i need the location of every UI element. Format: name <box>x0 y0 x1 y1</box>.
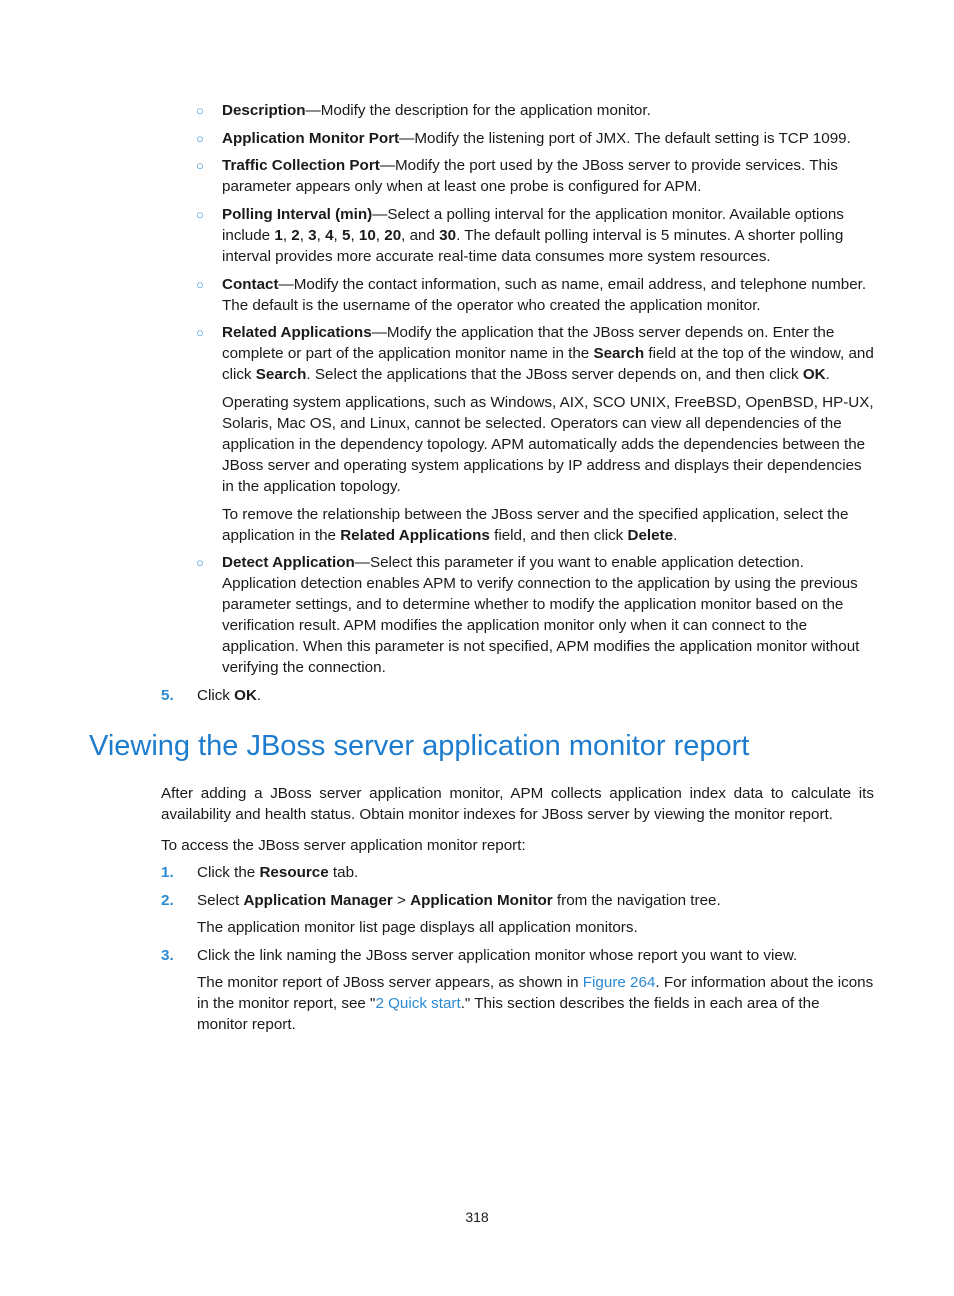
option-detect-application: Detect Application—Select this parameter if you want to enable application detection. Application detection enables APM to verify connection to the application by using the previous parameter settings, and to determine whether to modify the application monitor based on the verification result. APM modifies the application monitor only when it can connect to the application. When this parameter is not specified, APM modifies the application monitor without verifying the connection. <box>222 554 860 676</box>
option-term: Application Monitor Port <box>222 130 400 147</box>
step-number: 3. <box>161 947 174 964</box>
option-term: Polling Interval (min) <box>222 206 373 223</box>
section-heading: Viewing the JBoss server application monitor report <box>89 730 750 762</box>
option-polling-interval: Polling Interval (min)—Select a polling interval for the application monitor. Available options include 1, 2, 3, 4, 5, 10, 20, and 30. The default polling interval is 5 minutes. A shorter polling interval provides more accurate real-time data consumes more system resources. <box>222 206 844 265</box>
figure-264-link[interactable]: Figure 264 <box>582 974 656 991</box>
option-term: Contact <box>222 276 279 293</box>
bullet-icon: ○ <box>196 103 204 118</box>
option-description: Description—Modify the description for the application monitor. <box>222 102 651 119</box>
option-related-applications: Related Applications—Modify the application that the JBoss server depends on. Enter the complete or part of the application monitor name in the Search field at the top of the window, and click Search. Select the applications that the JBoss server depends on, and then click OK. <box>222 324 874 383</box>
step-3-text: Click the link naming the JBoss server application monitor whose report you want to view. <box>197 947 798 964</box>
step-5-text: Click OK. <box>197 687 262 704</box>
bullet-icon: ○ <box>196 277 204 292</box>
step-number: 2. <box>161 892 174 909</box>
option-application-monitor-port: Application Monitor Port—Modify the listening port of JMX. The default setting is TCP 1099. <box>222 130 851 147</box>
step-number: 5. <box>161 687 174 704</box>
quick-start-link[interactable]: 2 Quick start <box>375 995 461 1012</box>
page-number: 318 <box>465 1209 489 1225</box>
related-applications-remove-note: To remove the relationship between the JBoss server and the specified application, select the application in the Related Applications field, and then click Delete. <box>222 506 849 544</box>
option-term: Related Applications <box>222 324 372 341</box>
option-traffic-collection-port: Traffic Collection Port—Modify the port used by the JBoss server to provide services. This parameter appears only when at least one probe is configured for APM. <box>222 157 838 195</box>
step-3-note: The monitor report of JBoss server appears, as shown in Figure 264. For information about the icons in the monitor report, see "2 Quick start." This section describes the fields in each area of the monitor report. <box>197 974 874 1033</box>
option-term: Detect Application <box>222 554 355 571</box>
step-number: 1. <box>161 864 174 881</box>
step-2-text: Select Application Manager > Application Monitor from the navigation tree. <box>197 892 721 909</box>
intro-paragraph: After adding a JBoss server application monitor, APM collects application index data to calculate its availability and health status. Obtain monitor indexes for JBoss server by viewing the monitor report. <box>161 785 874 823</box>
step-2-note: The application monitor list page displays all application monitors. <box>197 919 638 936</box>
bullet-icon: ○ <box>196 158 204 173</box>
option-contact: Contact—Modify the contact information, such as name, email address, and telephone number. The default is the username of the operator who created the application monitor. <box>222 276 867 314</box>
bullet-icon: ○ <box>196 207 204 222</box>
step-1-text: Click the Resource tab. <box>197 864 359 881</box>
bullet-icon: ○ <box>196 325 204 340</box>
related-applications-note: Operating system applications, such as Windows, AIX, SCO UNIX, FreeBSD, OpenBSD, HP-UX, Solaris, Mac OS, and Linux, cannot be selected. Operators can view all dependencies of the application in the dependency topology. APM automatically adds the dependencies between the JBoss server and operating system applications by IP address and displays their dependencies in the application topology. <box>222 394 874 495</box>
option-term: Description <box>222 102 306 119</box>
access-paragraph: To access the JBoss server application monitor report: <box>161 837 526 854</box>
bullet-icon: ○ <box>196 131 204 146</box>
bullet-icon: ○ <box>196 555 204 570</box>
option-term: Traffic Collection Port <box>222 157 380 174</box>
